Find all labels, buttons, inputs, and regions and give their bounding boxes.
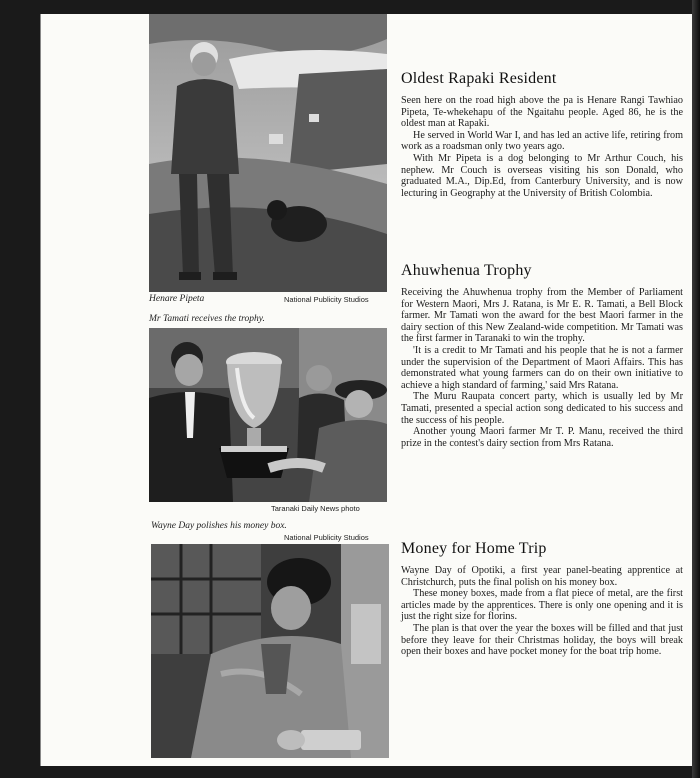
photo2-credit: Taranaki Daily News photo [271, 504, 360, 513]
photo1-credit: National Publicity Studios [284, 295, 369, 304]
photo-henare-pipeta-image [149, 14, 387, 292]
article-paragraph: He served in World War I, and has led an active life, retiring from work as a roadsman only two years ago. [401, 129, 683, 153]
photo2-caption: Mr Tamati receives the trophy. [149, 314, 265, 324]
photo-tamati-trophy [149, 328, 387, 502]
article-ahuwhenua-trophy [401, 262, 683, 449]
article-title: Oldest Rapaki Resident [401, 70, 557, 87]
photo-wayne-day-image [151, 544, 389, 758]
article-paragraph: Another young Maori farmer Mr T. P. Manu, received the third prize in the contest's dairy section from Mrs Ratana. [401, 426, 683, 449]
article-paragraph: The Muru Raupata concert party, which is usually led by Mr Tamati, presented a special action song dedicated to his success and the success of his people. [401, 391, 683, 426]
article-paragraph: With Mr Pipeta is a dog belonging to Mr Arthur Couch, his nephew. Mr Couch is overseas visiting his son Donald, who graduated M.A., Dip.Ed, from Canterbury University, and is now lecturing in Geography at the University of British Colombia. [401, 152, 683, 199]
article-paragraph: The plan is that over the year the boxes will be filled and that just before they leave for their Christmas holiday, the boys will break open their boxes and have pocket money for the boat trip home. [401, 622, 683, 658]
article-paragraph: Receiving the Ahuwhenua trophy from the Member of Parliament for Western Maori, Mrs J. Ratana, is Mr E. R. Tamati, a Bell Block farmer. Mr Tamati won the award for the best Maori farmer in the dairy section of this New Zealand-wide competition. Mr Tamati was the first farmer in Taranaki to win the trophy. [401, 287, 683, 345]
photo3-credit: National Publicity Studios [284, 533, 369, 542]
article-paragraph: These money boxes, made from a flat piece of metal, are the first articles made by the apprentices. There is only one opening and it is just the right size for florins. [401, 588, 683, 623]
photo1-caption: Henare Pipeta [149, 294, 205, 304]
photo-henare-pipeta [149, 14, 387, 292]
article-money-for-home-trip [401, 540, 683, 658]
scan-border [692, 0, 700, 778]
article-title: Ahuwhenua Trophy [401, 262, 532, 279]
photo-tamati-trophy-image [149, 328, 387, 502]
article-paragraph: 'It is a credit to Mr Tamati and his people that he is not a farmer under the supervision of the Department of Maori Affairs. This has demonstrated what young farmers can do on their own initiative to achieve a high standard of farming,' said Mrs Ratana. [401, 344, 683, 391]
article-title: Money for Home Trip [401, 540, 547, 557]
article-paragraph: Wayne Day of Opotiki, a first year panel-beating apprentice at Christchurch, puts the final polish on his money box. [401, 565, 683, 588]
article-paragraph: Seen here on the road high above the pa is Henare Rangi Tawhiao Pipeta, Te-whekehapu of the Ngaitahu people. Aged 86, he is the oldest man at Rapaki. [401, 95, 683, 130]
photo-wayne-day [151, 544, 389, 758]
article-oldest-rapaki-resident [401, 70, 683, 199]
magazine-page [40, 14, 692, 766]
photo3-caption: Wayne Day polishes his money box. [151, 521, 287, 531]
